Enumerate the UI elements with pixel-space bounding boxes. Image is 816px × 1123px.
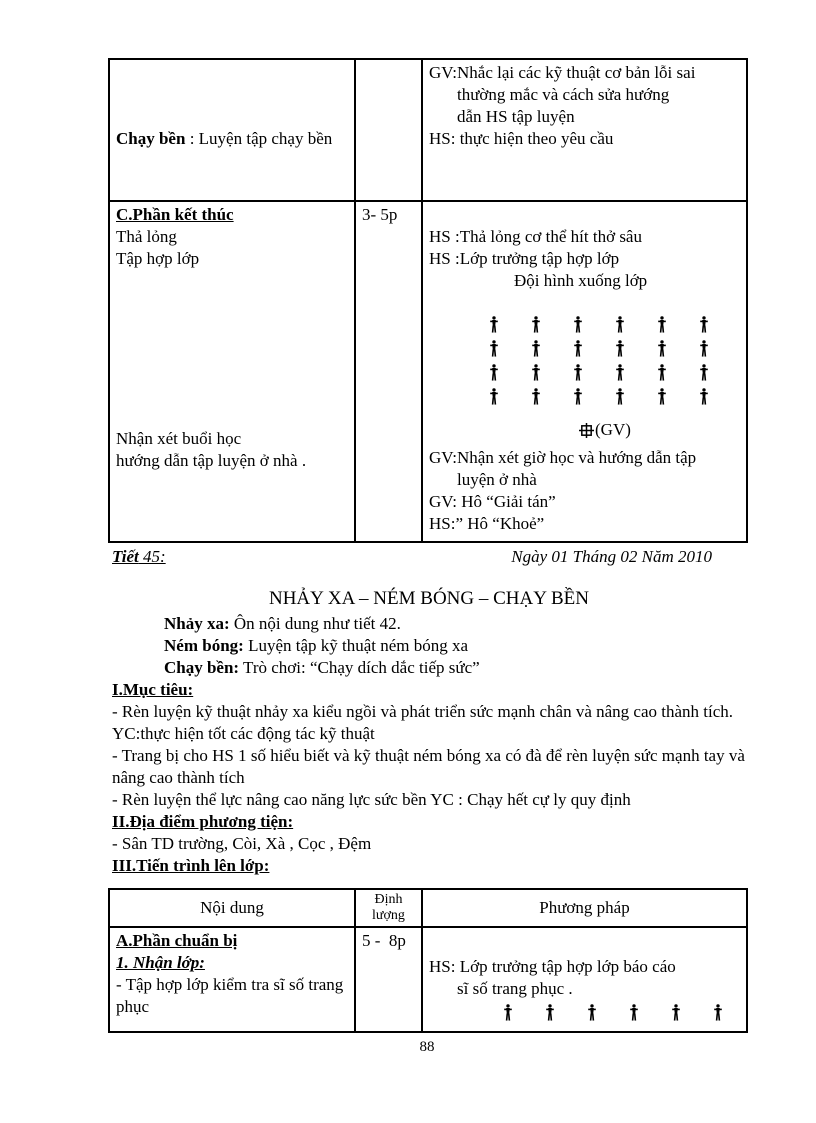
table-row [109, 201, 747, 542]
person-figure-icon [671, 1004, 681, 1021]
pp-line: thường mắc và cách sửa hướng [457, 85, 670, 104]
person-figure-icon [657, 316, 667, 333]
cell-dinh-luong [355, 59, 422, 201]
cell-noi-dung [109, 927, 355, 1032]
person-figure-icon [531, 340, 541, 357]
intro-line [112, 635, 746, 657]
lesson-table-top [108, 58, 748, 543]
dia-diem-line: - Sân TD trường, Còi, Xà , Cọc , Đệm [112, 834, 372, 853]
cell-noi-dung [109, 201, 355, 542]
person-figure-icon [531, 388, 541, 405]
person-figure-icon [489, 388, 499, 405]
section-heading-muc-tieu: I.Mục tiêu: [112, 680, 194, 699]
intro-line [112, 657, 746, 679]
person-figure-icon [587, 1004, 597, 1021]
person-figure-icon [489, 364, 499, 381]
formation-grid [473, 316, 725, 405]
table-row [109, 59, 747, 201]
noi-dung-line: Nhận xét buổi học [116, 429, 242, 448]
person-figure-icon [615, 364, 625, 381]
person-figure-icon [489, 340, 499, 357]
duration-value: 3- 5p [362, 205, 398, 224]
chay-ben-text: : Luyện tập chạy bền [185, 129, 333, 148]
person-figure-icon [657, 364, 667, 381]
tiet-label [112, 546, 166, 568]
gv-marker [579, 419, 740, 441]
sub-heading: 1. Nhận lớp: [116, 953, 205, 972]
pp-line: HS: Lớp trưởng tập hợp lớp báo cáo [429, 957, 676, 976]
intro-term: Chạy bền: [164, 658, 240, 677]
cell-phuong-phap [422, 59, 747, 201]
section-heading-dia-diem: II.Địa điểm phương tiện: [112, 812, 294, 831]
person-figure-icon [573, 340, 583, 357]
tiet-word: Tiết [112, 547, 139, 566]
person-figure-icon [503, 1004, 513, 1021]
pp-line: HS :Thả lỏng cơ thể hít thở sâu [429, 227, 642, 246]
cell-dinh-luong [355, 201, 422, 542]
person-figure-icon [615, 340, 625, 357]
header-noi-dung: Nội dung [109, 889, 355, 927]
person-figure-icon [615, 316, 625, 333]
tiet-number: 45: [138, 547, 166, 566]
person-figure-icon [489, 316, 499, 333]
person-figure-icon [573, 316, 583, 333]
table-header-row [109, 889, 747, 927]
person-figure-icon [657, 340, 667, 357]
cell-phuong-phap [422, 201, 747, 542]
muc-tieu-paragraph: - Trang bị cho HS 1 số hiểu biết và kỹ thuật ném bóng xa có đà để rèn luyện sức mạnh tay và nâng cao thành tích [112, 746, 745, 787]
lesson-meta-line [112, 546, 712, 568]
noi-dung-line: Thả lỏng [116, 227, 177, 246]
noi-dung-line: hướng dẫn tập luyện ở nhà . [116, 451, 307, 470]
formation-caption: Đội hình xuống lớp [514, 271, 648, 290]
intro-text: Luyện tập kỹ thuật ném bóng xa [243, 636, 469, 655]
header-dinh-luong: Định lượng [355, 889, 422, 927]
person-figure-icon [629, 1004, 639, 1021]
pp-line: sĩ số trang phục . [457, 979, 573, 998]
muc-tieu-paragraph: - Rèn luyện kỹ thuật nhảy xa kiểu ngồi và phát triển sức mạnh chân và nâng cao thành tích. YC:thực hiện tốt các động tác kỹ thuật [112, 702, 734, 743]
person-figure-icon [545, 1004, 555, 1021]
chay-ben-label: Chạy bền [116, 129, 186, 148]
pp-line: GV:Nhắc lại các kỹ thuật cơ bản lỗi sai [429, 63, 696, 82]
lesson-title: NHẢY XA – NÉM BÓNG – CHẠY BỀN [268, 588, 589, 609]
student-line-figures [487, 1004, 739, 1021]
pp-line: luyện ở nhà [457, 470, 537, 489]
lesson-date: Ngày 01 Tháng 02 Năm 2010 [511, 547, 712, 566]
intro-line [112, 613, 746, 635]
intro-text: Ôn nội dung như tiết 42. [229, 614, 401, 633]
cell-noi-dung [109, 59, 355, 201]
person-figure-icon [657, 388, 667, 405]
intro-term: Nhảy xa: [164, 614, 230, 633]
duration-value: 5 - 8p [362, 931, 406, 950]
page-number: 88 [419, 1039, 435, 1055]
person-figure-icon [531, 364, 541, 381]
lesson-table-bottom [108, 888, 748, 1033]
intro-text: Trò chơi: “Chạy dích dắc tiếp sức” [239, 658, 480, 677]
pp-line: HS: thực hiện theo yêu cầu [429, 129, 614, 148]
person-figure-icon [713, 1004, 723, 1021]
table-row [109, 927, 747, 1032]
noi-dung-line: - Tập hợp lớp kiểm tra sĩ số trang phục [116, 975, 344, 1016]
intro-term: Ném bóng: [164, 636, 244, 655]
pp-line: HS:” Hô “Khoẻ” [429, 514, 545, 533]
person-figure-icon [615, 388, 625, 405]
pp-line: HS :Lớp trưởng tập hợp lớp [429, 249, 620, 268]
person-figure-icon [699, 316, 709, 333]
muc-tieu-paragraph: - Rèn luyện thể lực nâng cao năng lực sức bền YC : Chạy hết cự ly quy định [112, 790, 631, 809]
person-figure-icon [531, 316, 541, 333]
cell-dinh-luong [355, 927, 422, 1032]
section-heading-tien-trinh: III.Tiến trình lên lớp: [112, 856, 270, 875]
gv-position-icon [579, 423, 594, 438]
pp-line: GV: Hô “Giải tán” [429, 492, 556, 511]
cell-phuong-phap [422, 927, 747, 1032]
person-figure-icon [699, 364, 709, 381]
person-figure-icon [573, 388, 583, 405]
chay-ben-item [116, 62, 348, 150]
notes-block [116, 428, 348, 472]
section-heading: C.Phần kết thúc [116, 205, 234, 224]
pp-line: GV:Nhận xét giờ học và hướng dẫn tập [429, 448, 697, 467]
pp-line: dẫn HS tập luyện [457, 107, 575, 126]
section-heading: A.Phần chuẩn bị [116, 931, 238, 950]
lesson-body [112, 588, 746, 877]
person-figure-icon [699, 340, 709, 357]
noi-dung-line: Tập hợp lớp [116, 249, 200, 268]
gv-label: (GV) [595, 420, 631, 439]
person-figure-icon [699, 388, 709, 405]
person-figure-icon [573, 364, 583, 381]
header-phuong-phap: Phương pháp [422, 889, 747, 927]
